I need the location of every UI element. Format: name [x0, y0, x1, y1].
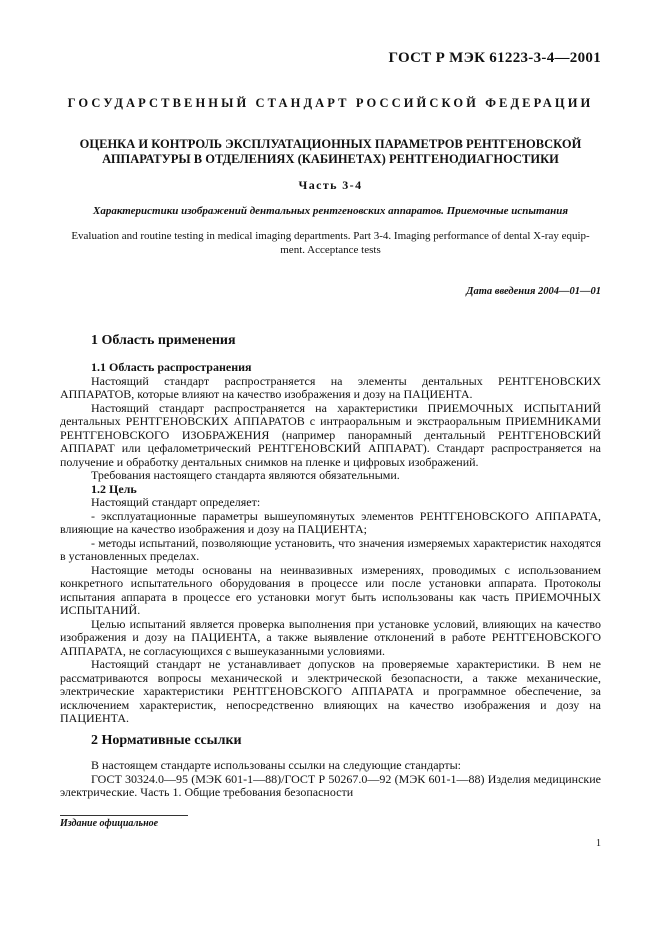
list-item: - методы испытаний, позволяющие установить, что значения измеряемых характеристик находятся в установленных пределах.: [60, 535, 601, 563]
section-1-body: [60, 361, 601, 726]
paragraph: Требования настоящего стандарта являются обязательными.: [91, 468, 400, 482]
paragraph: Настоящий стандарт распространяется на характеристики ПРИЕМОЧНЫХ ИСПЫТАНИЙ дентальных РЕНТГЕНОВСКИХ АППАРАТОВ с интраоральным и экстраоральным ПРИЕМНИКАМИ РЕНТГЕНОВСКОГО ИЗОБРАЖЕНИЯ (например панорамный дентальный РЕНТГЕНОВСКИЙ АППАРАТ или цефалометрический РЕНТГЕНОВСКИЙ АППАРАТ). Стандарт распространяется на получение и обработку дентальных снимков на пленке и цифровых изображений.: [60, 400, 601, 469]
paragraph: Настоящий стандарт не устанавливает допусков на проверяемые характеристики. В нем не рассматриваются вопросы механической и электрической безопасности, а также механические, электрические характеристики РЕНТГЕНОВСКОГО АППАРАТА и программное обеспечение, за исключением характеристик, непосредственно влияющих на качество изображения и дозу на ПАЦИЕНТА.: [60, 657, 601, 725]
title-line-2: АППАРАТУРЫ В ОТДЕЛЕНИЯХ (КАБИНЕТАХ) РЕНТГЕНОДИАГНОСТИКИ: [102, 152, 559, 166]
part-label: Часть 3-4: [298, 178, 363, 192]
section-2-body: [60, 759, 601, 800]
english-title: [60, 230, 601, 257]
document-title: [60, 137, 601, 167]
paragraph: Целью испытаний является проверка выполнения при установке условий, влияющих на качество изображения и дозу на ПАЦИЕНТА, а также выявление отклонений в работе РЕНТГЕНОВСКОГО АППАРАТА, не согласующихся с вышеуказанными условиями.: [60, 616, 601, 658]
list-item: - эксплуатационные параметры вышеупомянутых элементов РЕНТГЕНОВСКОГО АППАРАТА, влияющие на качество изображения и дозу на ПАЦИЕНТА;: [60, 508, 601, 536]
subsection-1-1-heading: 1.1 Область распространения: [91, 360, 252, 374]
subsection-1-2-heading: 1.2 Цель: [91, 481, 137, 496]
state-standard-heading: ГОСУДАРСТВЕННЫЙ СТАНДАРТ РОССИЙСКОЙ ФЕДЕРАЦИИ: [67, 96, 594, 110]
footer-divider: [60, 815, 188, 816]
paragraph: В настоящем стандарте использованы ссылки на следующие стандарты:: [91, 758, 462, 772]
title-line-1: ОЦЕНКА И КОНТРОЛЬ ЭКСПЛУАТАЦИОННЫХ ПАРАМЕТРОВ РЕНТГЕНОВСКОЙ: [79, 137, 582, 151]
paragraph: Настоящие методы основаны на неинвазивных измерениях, проводимых с использованием конкретного испытательного оборудования в процессе или после установки аппарата. Протоколы испытания аппарата в процессе его установки могут быть использованы как часть ПРИЕМОЧНЫХ ИСПЫТАНИЙ.: [60, 562, 601, 617]
section-2-heading: 2 Нормативные ссылки: [91, 733, 242, 748]
document-code: ГОСТ Р МЭК 61223-3-4—2001: [388, 50, 601, 66]
paragraph: Настоящий стандарт распространяется на элементы дентальных РЕНТГЕНОВСКИХ АППАРАТОВ, которые влияют на качество изображения и дозу на ПАЦИЕНТА.: [60, 373, 601, 401]
english-title-line-2: ment. Acceptance tests: [280, 243, 381, 256]
reference-item: ГОСТ 30324.0—95 (МЭК 601-1—88)/ГОСТ Р 50267.0—92 (МЭК 601-1—88) Изделия медицинские электрические. Часть 1. Общие требования безопасности: [60, 771, 601, 799]
section-1-heading: 1 Область применения: [91, 333, 236, 348]
edition-note: Издание официальное: [60, 818, 159, 829]
page-number: 1: [596, 838, 601, 849]
english-title-line-1: Evaluation and routine testing in medical imaging departments. Part 3-4. Imaging performance of dental X-ray equip-: [71, 230, 590, 242]
introduction-date: Дата введения 2004—01—01: [466, 286, 601, 297]
paragraph: Настоящий стандарт определяет:: [91, 495, 261, 509]
document-subtitle: Характеристики изображений дентальных рентгеновских аппаратов. Приемочные испытания: [92, 205, 569, 217]
